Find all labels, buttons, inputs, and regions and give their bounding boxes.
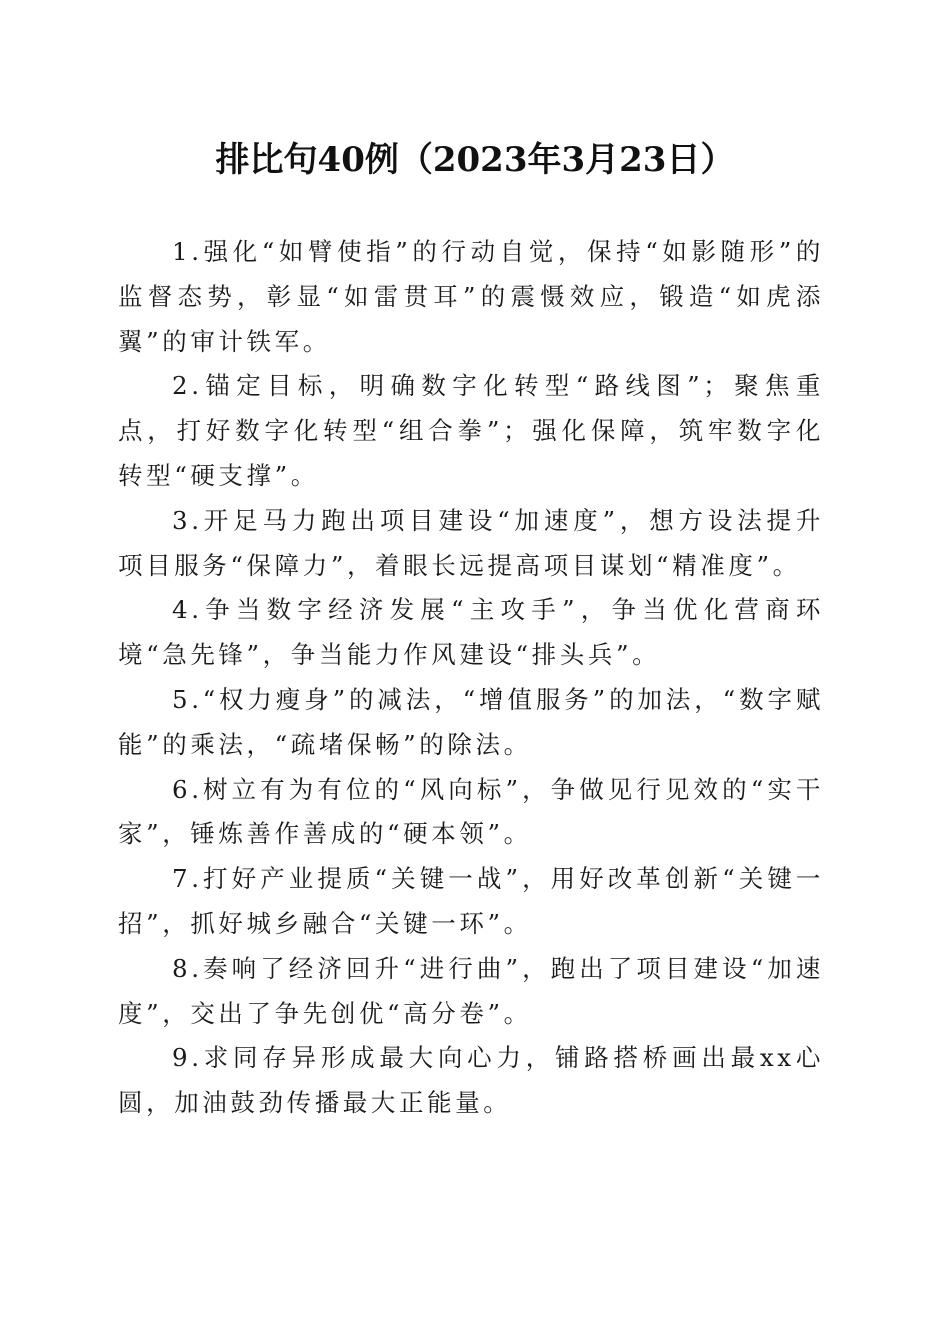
paragraph-1: 1.强化“如臂使指”的行动自觉，保持“如影随形”的监督态势，彰显“如雷贯耳”的震慑效应，锻造“如虎添翼”的审计铁军。 (118, 237, 824, 356)
document-title: 排比句40例（2023年3月23日） (215, 140, 735, 180)
paragraph-7: 7.打好产业提质“关键一战”，用好改革创新“关键一招”，抓好城乡融合“关键一环”。 (118, 864, 824, 938)
paragraph-3: 3.开足马力跑出项目建设“加速度”，想方设法提升项目服务“保障力”，着眼长远提高项目谋划“精准度”。 (118, 505, 824, 580)
paragraph-5: 5.“权力瘦身”的减法，“增值服务”的加法，“数字赋能”的乘法，“疏堵保畅”的除法。 (118, 684, 824, 759)
document-body (118, 230, 824, 1126)
paragraph-9: 9.求同存异形成最大向心力，铺路搭桥画出最xx心圆，加油鼓劲传播最大正能量。 (118, 1043, 824, 1118)
paragraph-4: 4.争当数字经济发展“主攻手”，争当优化营商环境“急先锋”，争当能力作风建设“排头兵”。 (118, 595, 824, 670)
paragraph-8: 8.奏响了经济回升“进行曲”，跑出了项目建设“加速度”，交出了争先创优“高分卷”。 (118, 953, 824, 1028)
paragraph-6: 6.树立有为有位的“风向标”，争做见行见效的“实干家”，锤炼善作善成的“硬本领”。 (118, 774, 824, 849)
paragraph-2: 2.锚定目标，明确数字化转型“路线图”；聚焦重点，打好数字化转型“组合拳”；强化保障，筑牢数字化转型“硬支撑”。 (118, 371, 824, 490)
